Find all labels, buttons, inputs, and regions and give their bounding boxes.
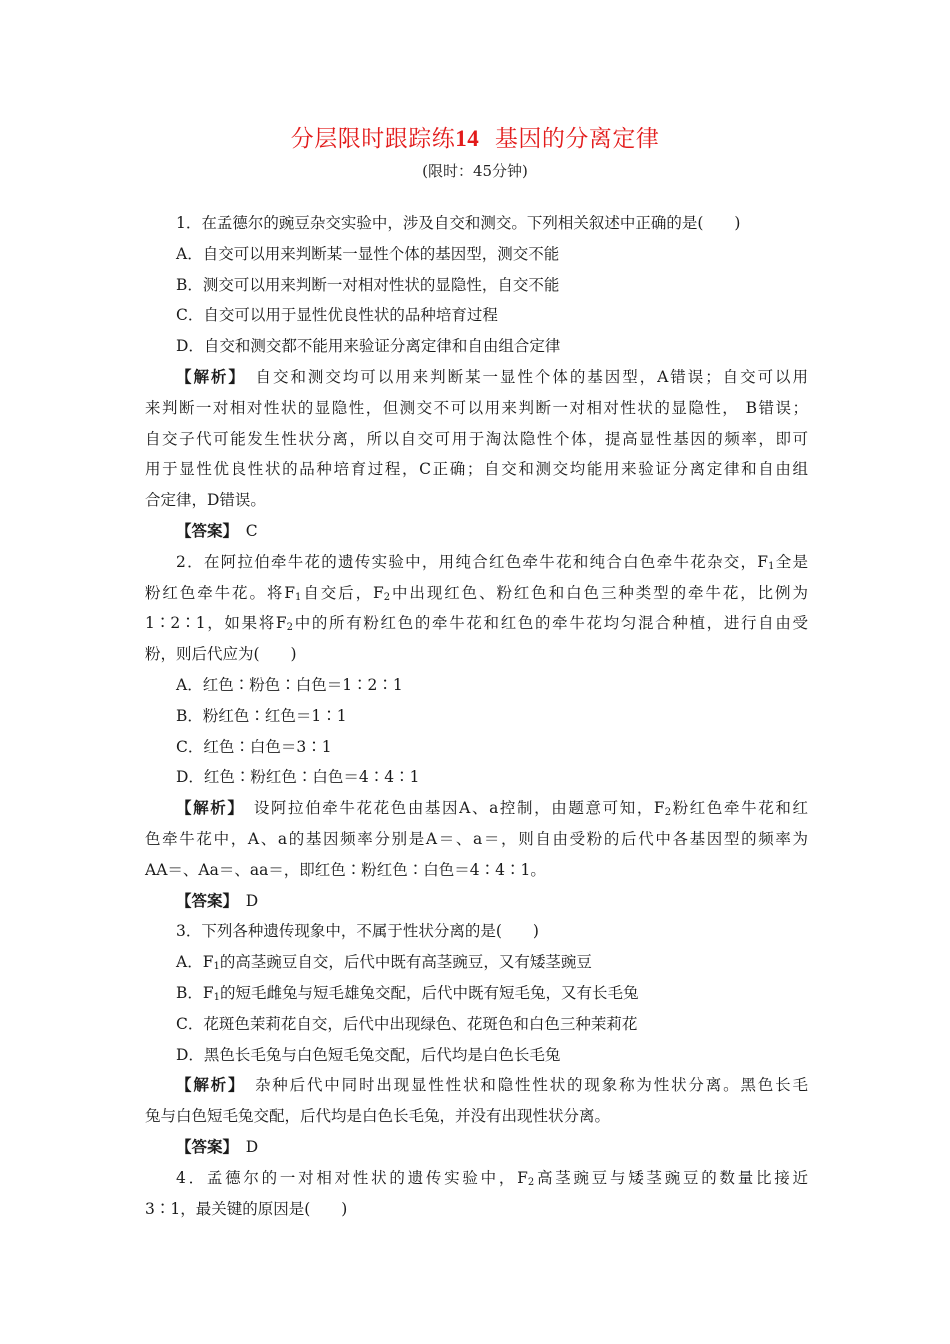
option-text: B．F bbox=[176, 983, 214, 1002]
q3-option-b bbox=[145, 978, 808, 1009]
q2-option-a: A．红色∶粉色∶白色＝1∶2∶1 bbox=[176, 675, 403, 694]
subscript: 2 bbox=[383, 591, 391, 603]
q1-option-b: B．测交可以用来判断一对相对性状的显隐性，自交不能 bbox=[176, 275, 560, 294]
q2-option-d: D．红色∶粉红色∶白色＝4∶4∶1 bbox=[176, 768, 420, 787]
question-4-stem: 3∶1，最关键的原因是( ) bbox=[145, 1199, 348, 1218]
subscript: 2 bbox=[527, 1176, 535, 1188]
q3-analysis-line: 兔与白色短毛兔交配，后代均是白色长毛兔，并没有出现性状分离。 bbox=[145, 1107, 611, 1126]
q2-answer bbox=[145, 886, 808, 917]
q1-option-d: D．自交和测交都不能用来验证分离定律和自由组合定律 bbox=[176, 337, 561, 356]
q1-option-c: C．自交可以用于显性优良性状的品种培育过程 bbox=[176, 306, 498, 325]
question-3-stem: 3．下列各种遗传现象中，不属于性状分离的是( ) bbox=[176, 922, 539, 941]
subscript: 1 bbox=[295, 591, 302, 603]
q3-answer bbox=[145, 1132, 808, 1163]
q2-analysis-text: 粉红色牵牛花和红 bbox=[671, 799, 808, 818]
subscript: 1 bbox=[768, 560, 775, 572]
question-2-stem bbox=[145, 547, 808, 578]
q1-answer-value: C bbox=[230, 521, 258, 540]
q3-analysis-line bbox=[145, 1070, 808, 1101]
subscript: 2 bbox=[664, 807, 672, 819]
q1-answer bbox=[145, 516, 808, 547]
stem-text: 中的所有粉红色的牵牛花和红色的牵牛花均匀混合种植，进行自由受 bbox=[293, 614, 808, 633]
subscript: 1 bbox=[213, 961, 220, 973]
subscript: 2 bbox=[286, 622, 294, 634]
q2-option-b: B．粉红色∶红色＝1∶1 bbox=[176, 706, 347, 725]
q3-option-d: D．黑色长毛兔与白色短毛兔交配，后代均是白色长毛兔 bbox=[176, 1045, 561, 1064]
stem-text: 自交后，F bbox=[301, 583, 384, 602]
answer-label: 【答案】 bbox=[176, 520, 231, 540]
stem-text: 高茎豌豆与矮茎豌豆的数量比接近 bbox=[534, 1168, 808, 1187]
stem-text: 4．孟德尔的一对相对性状的遗传实验中，F bbox=[176, 1168, 528, 1187]
stem-text: 全是 bbox=[774, 552, 808, 571]
stem-text: 2．在阿拉伯牵牛花的遗传实验中，用纯合红色牵牛花和纯合白色牵牛花杂交，F bbox=[176, 552, 769, 571]
question-1-stem: 1．在孟德尔的豌豆杂交实验中，涉及自交和测交。下列相关叙述中正确的是( ) bbox=[176, 214, 741, 232]
question-4-stem bbox=[145, 1163, 808, 1194]
q1-analysis-line bbox=[145, 362, 808, 393]
q3-option-c: C．花斑色茉莉花自交，后代中出现绿色、花斑色和白色三种茉莉花 bbox=[176, 1014, 638, 1033]
q3-answer-value: D bbox=[230, 1137, 259, 1156]
title-topic: 基因的分离定律 bbox=[494, 126, 660, 152]
subscript: 1 bbox=[213, 991, 221, 1003]
question-2-stem bbox=[145, 578, 808, 609]
analysis-label: 【解析】 bbox=[176, 798, 237, 818]
q2-answer-value: D bbox=[230, 891, 259, 910]
title-text: 分层限时跟踪练 bbox=[290, 126, 456, 152]
title-number: 14 bbox=[455, 126, 480, 151]
q3-analysis-text: 杂种后代中同时出现显性性状和隐性性状的现象称为性状分离。黑色长毛 bbox=[237, 1076, 808, 1095]
q2-analysis-text: 设阿拉伯牵牛花花色由基因A、a控制，由题意可知，F bbox=[236, 799, 665, 818]
question-2-stem bbox=[145, 608, 808, 639]
q1-analysis-line: 来判断一对相对性状的显隐性，但测交不可以用来判断一对相对性状的显隐性， B错误； bbox=[145, 398, 808, 417]
q3-option-a bbox=[145, 947, 808, 978]
q1-option-a: A．自交可以用来判断某一显性个体的基因型，测交不能 bbox=[176, 244, 560, 263]
option-text: 的高茎豌豆自交，后代中既有高茎豌豆，又有矮茎豌豆 bbox=[219, 953, 592, 972]
q2-analysis-line: 色牵牛花中，A、a的基因频率分别是A＝、a＝，则自由受粉的后代中各基因型的频率为 bbox=[145, 829, 808, 848]
time-limit: (限时：45分钟) bbox=[422, 162, 528, 180]
exercise-body bbox=[145, 208, 808, 1224]
q2-option-c: C．红色∶白色＝3∶1 bbox=[176, 737, 332, 756]
q2-analysis-line bbox=[145, 793, 808, 824]
analysis-label: 【解析】 bbox=[176, 366, 239, 386]
stem-text: 粉红色牵牛花。将F bbox=[145, 583, 296, 602]
option-text: 的短毛雌兔与短毛雄兔交配，后代中既有短毛兔，又有长毛兔 bbox=[220, 983, 639, 1002]
answer-label: 【答案】 bbox=[176, 1136, 231, 1156]
q1-analysis-line: 自交子代可能发生性状分离，所以自交可用于淘汰隐性个体，提高显性基因的频率，即可 bbox=[145, 429, 808, 448]
q2-analysis-line: AA＝、Aa＝、aa＝，即红色∶粉红色∶白色＝4∶4∶1。 bbox=[145, 860, 546, 879]
stem-text: 1∶2∶1，如果将F bbox=[145, 614, 287, 633]
answer-label: 【答案】 bbox=[176, 890, 231, 910]
q1-analysis-line: 用于显性优良性状的品种培育过程，C正确；自交和测交均能用来验证分离定律和自由组 bbox=[145, 460, 808, 479]
analysis-label: 【解析】 bbox=[176, 1075, 238, 1095]
stem-text: 中出现红色、粉红色和白色三种类型的牵牛花，比例为 bbox=[390, 583, 808, 602]
q1-analysis-line: 合定律，D错误。 bbox=[145, 491, 266, 510]
question-2-stem: 粉，则后代应为( ) bbox=[145, 645, 297, 664]
q1-analysis-text: 自交和测交均可以用来判断某一显性个体的基因型，A错误；自交可以用 bbox=[238, 367, 808, 386]
page-title bbox=[0, 120, 950, 153]
option-text: A．F bbox=[176, 953, 214, 972]
